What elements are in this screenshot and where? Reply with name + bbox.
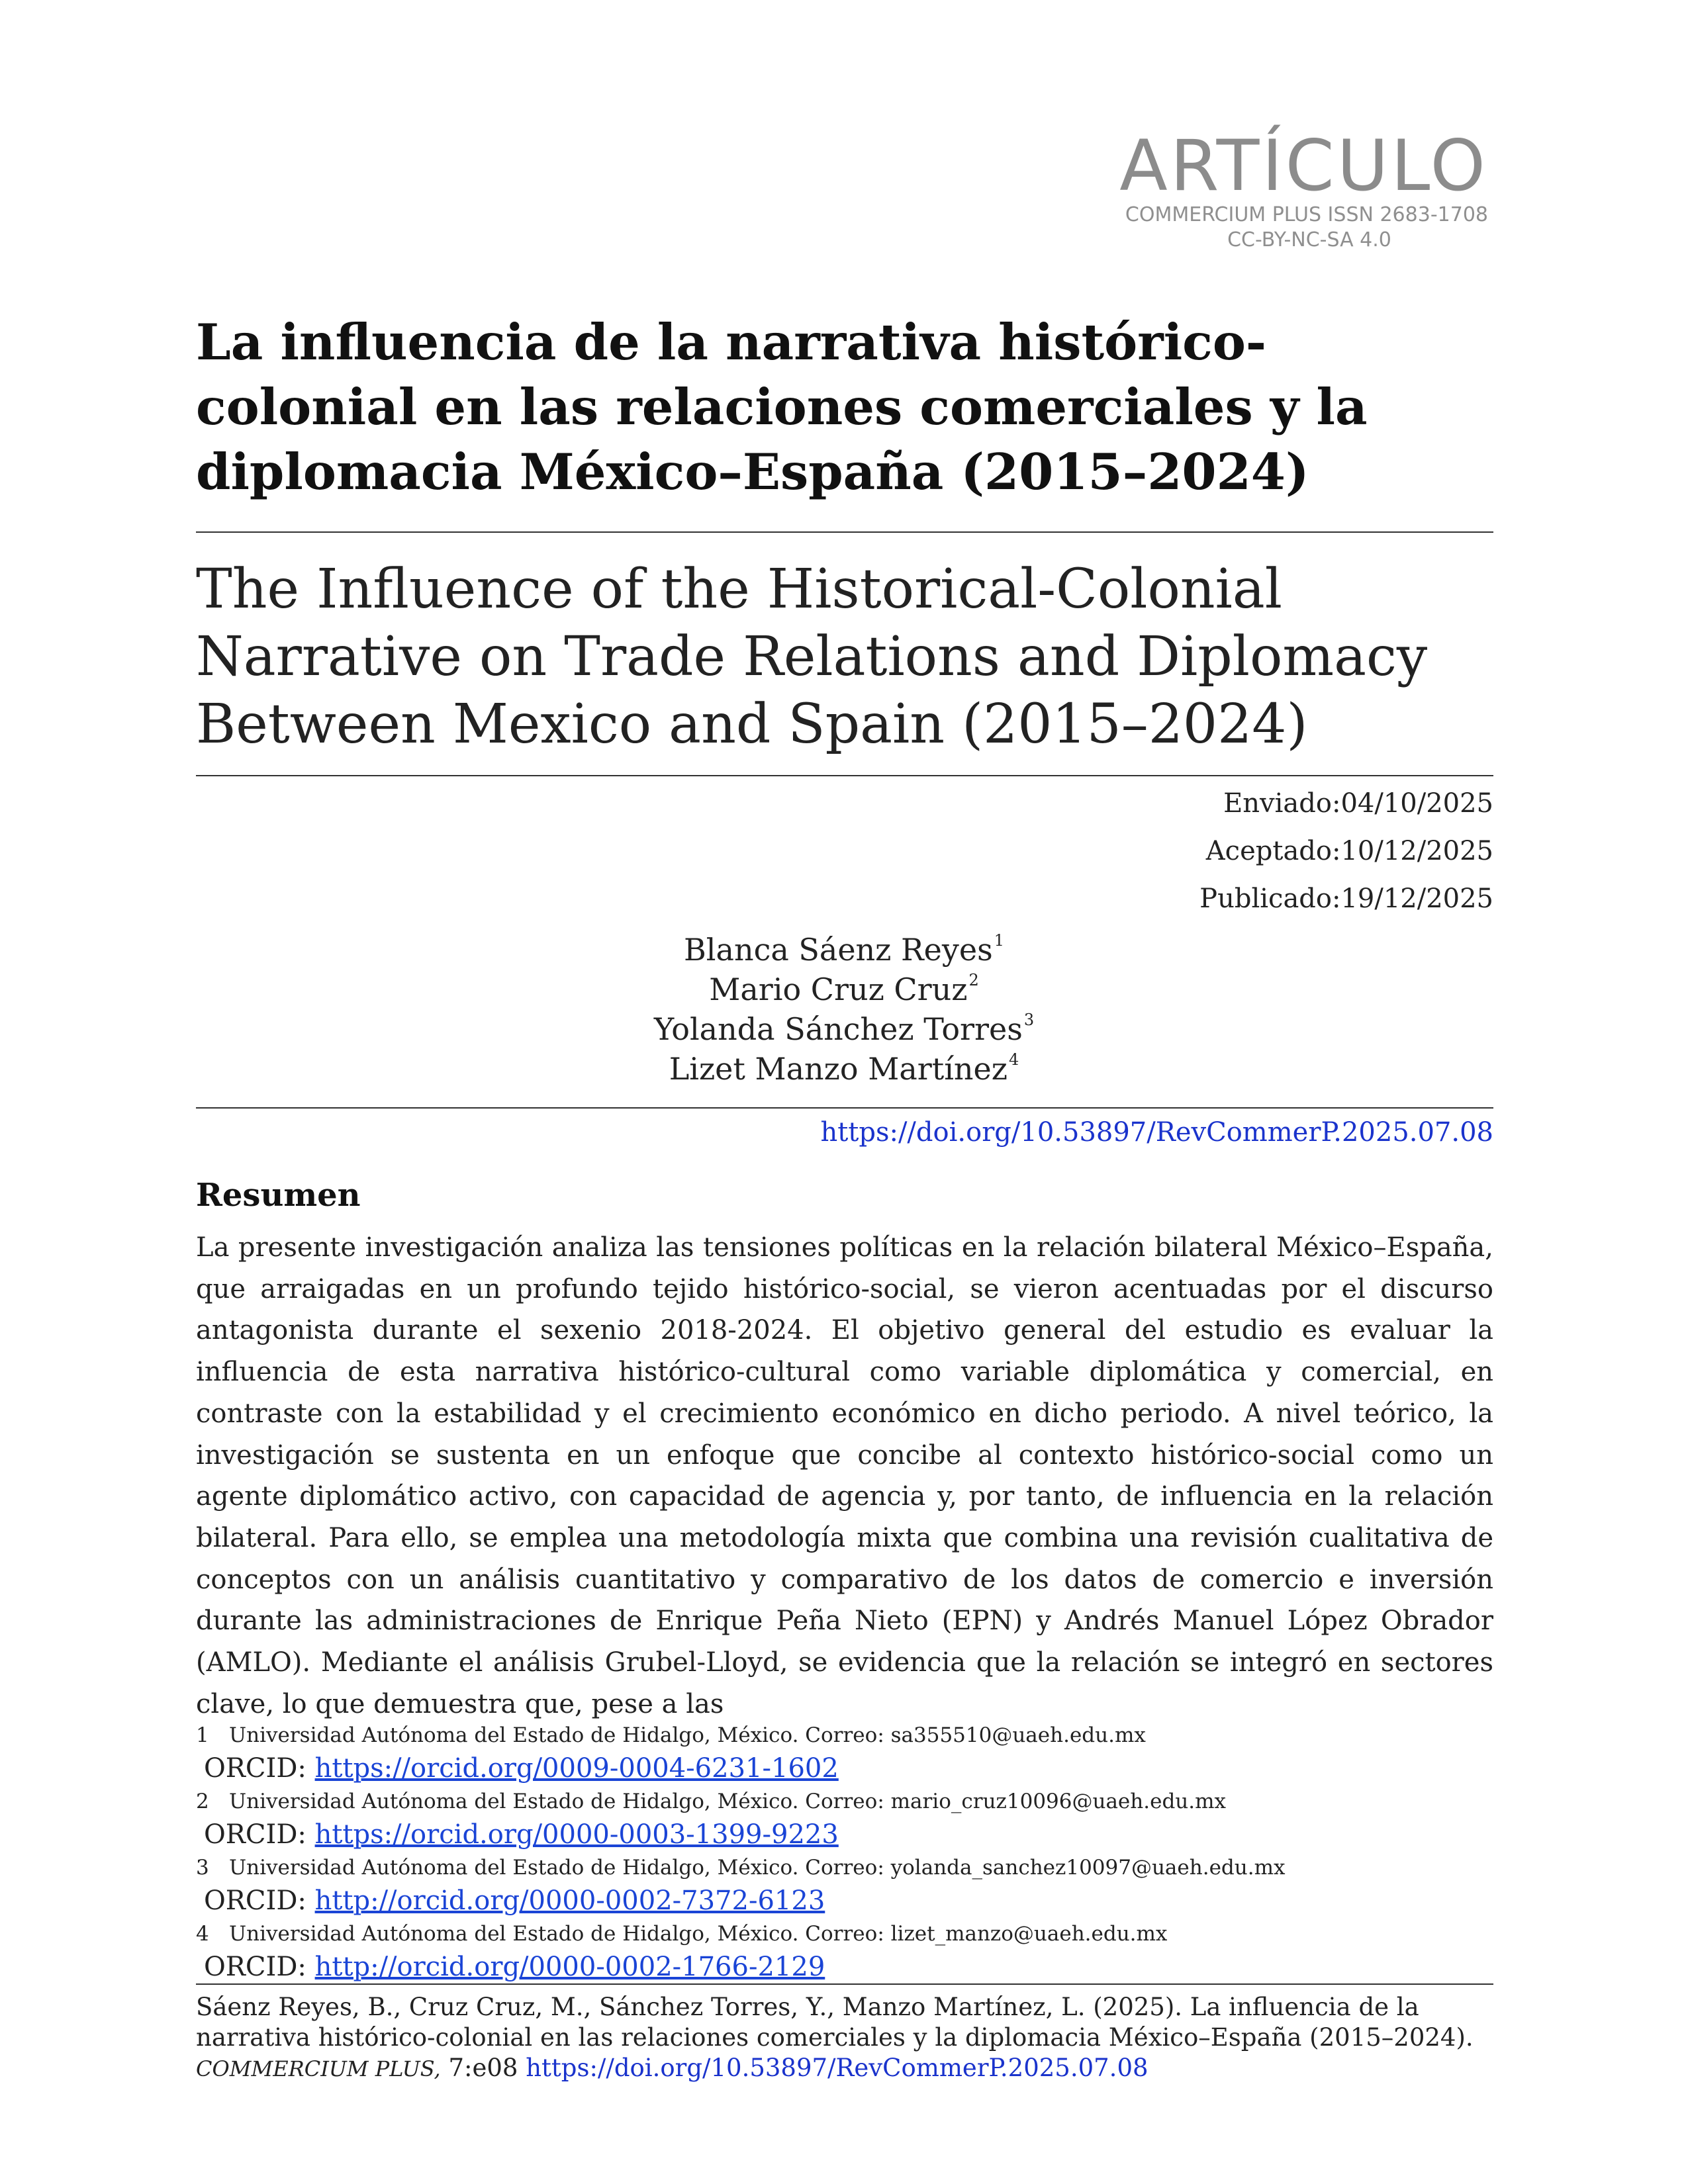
citation-volume: 7:e08 [440,2054,526,2082]
footnote [196,1852,1493,1884]
orcid-link[interactable]: http://orcid.org/0000-0002-1766-2129 [314,1952,825,1982]
citation-line [196,2053,1493,2084]
orcid-label: ORCID: [204,1886,315,1916]
orcid-link[interactable]: https://orcid.org/0009-0004-6231-1602 [314,1753,839,1784]
citation-journal: COMMERCIUM PLUS, [196,2056,441,2081]
orcid-row [196,1950,1493,1984]
citation-divider [196,1983,1493,1985]
orcid-row [196,1884,1493,1918]
footnote-text: Universidad Autónoma del Estado de Hidalgo, México. Correo: yolanda_sanchez10097@uaeh.edu.mx [229,1856,1286,1880]
orcid-row [196,1751,1493,1786]
authors-divider [196,1107,1493,1109]
title-en-line: The Influence of the Historical-Colonial [196,558,1282,621]
footnote-number: 1 [196,1723,209,1747]
footnote [196,1719,1493,1751]
footnote-text: Universidad Autónoma del Estado de Hidalgo, México. Correo: mario_cruz10096@uaeh.edu.mx [229,1790,1226,1813]
author-name: Blanca Sáenz Reyes [684,932,993,968]
orcid-row [196,1817,1493,1852]
title-divider [196,531,1493,533]
footnote-number: 3 [196,1856,209,1880]
article-type-label: ARTÍCULO [1119,125,1488,206]
date-published: Publicado:19/12/2025 [1199,884,1493,914]
citation-line: Sáenz Reyes, B., Cruz Cruz, M., Sánchez Torres, Y., Manzo Martínez, L. (2025). La influencia de la [196,1993,1419,2021]
title-es-line: colonial en las relaciones comerciales y la [196,378,1368,436]
license-label: CC-BY-NC-SA 4.0 [1227,228,1391,251]
author [0,970,1688,1009]
footnote-number: 2 [196,1790,209,1813]
title-spanish [196,310,1493,504]
footnote-text: Universidad Autónoma del Estado de Hidalgo, México. Correo: lizet_manzo@uaeh.edu.mx [229,1922,1168,1946]
author-name: Lizet Manzo Martínez [669,1051,1008,1087]
author-footnote-mark: 3 [1023,1011,1035,1029]
footnotes [196,1719,1493,1984]
footnote-text: Universidad Autónoma del Estado de Hidalgo, México. Correo: sa355510@uaeh.edu.mx [229,1723,1146,1747]
author-name: Mario Cruz Cruz [709,972,968,1007]
footnote [196,1918,1493,1950]
author-footnote-mark: 4 [1009,1050,1019,1069]
title-en-divider [196,775,1493,776]
journal-issn: COMMERCIUM PLUS ISSN 2683-1708 [1125,203,1488,226]
title-es-line: diplomacia México–España (2015–2024) [196,443,1309,501]
author [0,1009,1688,1049]
citation-doi-link[interactable]: https://doi.org/10.53897/RevCommerP.2025.07.08 [526,2054,1149,2082]
date-accepted: Aceptado:10/12/2025 [1205,836,1493,866]
footnote [196,1786,1493,1817]
title-en-line: Narrative on Trade Relations and Diplomacy [196,625,1428,688]
author [0,930,1688,970]
title-en-line: Between Mexico and Spain (2015–2024) [196,693,1308,756]
orcid-link[interactable]: https://orcid.org/0000-0003-1399-9223 [314,1819,839,1850]
abstract-heading: Resumen [196,1177,361,1214]
citation-line: narrativa histórico-colonial en las relaciones comerciales y la diplomacia México–España (2015–2024). [196,2023,1474,2052]
author-footnote-mark: 2 [968,971,979,989]
article-type-badge [959,125,1488,253]
citation-block [196,1992,1493,2084]
abstract-body: La presente investigación analiza las tensiones políticas en la relación bilateral México–España, que arraigadas en un profundo tejido histórico-social, se vieron acentuadas por el discurso antagonista durante el sexenio 2018-2024. El objetivo general del estudio es evaluar la influencia de esta narrativa histórico-cultural como variable diplomática y comercial, en contraste con la estabilidad y el crecimiento económico en dicho periodo. A nivel teórico, la investigación se sustenta en un enfoque que concibe al contexto histórico-social como un agente diplomático activo, con capacidad de agencia y, por tanto, de influencia en la relación bilateral. Para ello, se emplea una metodología mixta que combina una revisión cualitativa de conceptos con un análisis cuantitativo y comparativo de los datos de comercio e inversión durante las administraciones de Enrique Peña Nieto (EPN) y Andrés Manuel López Obrador (AMLO). Mediante el análisis Grubel-Lloyd, se evidencia que la relación se integró en sectores clave, lo que demuestra que, pese a las [196,1232,1493,1719]
author-name: Yolanda Sánchez Torres [653,1011,1023,1047]
author [0,1049,1688,1089]
footnote-number: 4 [196,1922,209,1946]
doi-link[interactable]: https://doi.org/10.53897/RevCommerP.2025.07.08 [820,1117,1493,1148]
title-es-line: La influencia de la narrativa histórico- [196,313,1267,371]
title-english [196,556,1493,758]
orcid-label: ORCID: [204,1819,315,1850]
publication-dates [1199,780,1493,923]
author-footnote-mark: 1 [994,931,1004,950]
author-list [0,930,1688,1089]
date-submitted: Enviado:04/10/2025 [1223,788,1493,819]
orcid-link[interactable]: http://orcid.org/0000-0002-7372-6123 [314,1886,825,1916]
orcid-label: ORCID: [204,1952,315,1982]
orcid-label: ORCID: [204,1753,315,1784]
